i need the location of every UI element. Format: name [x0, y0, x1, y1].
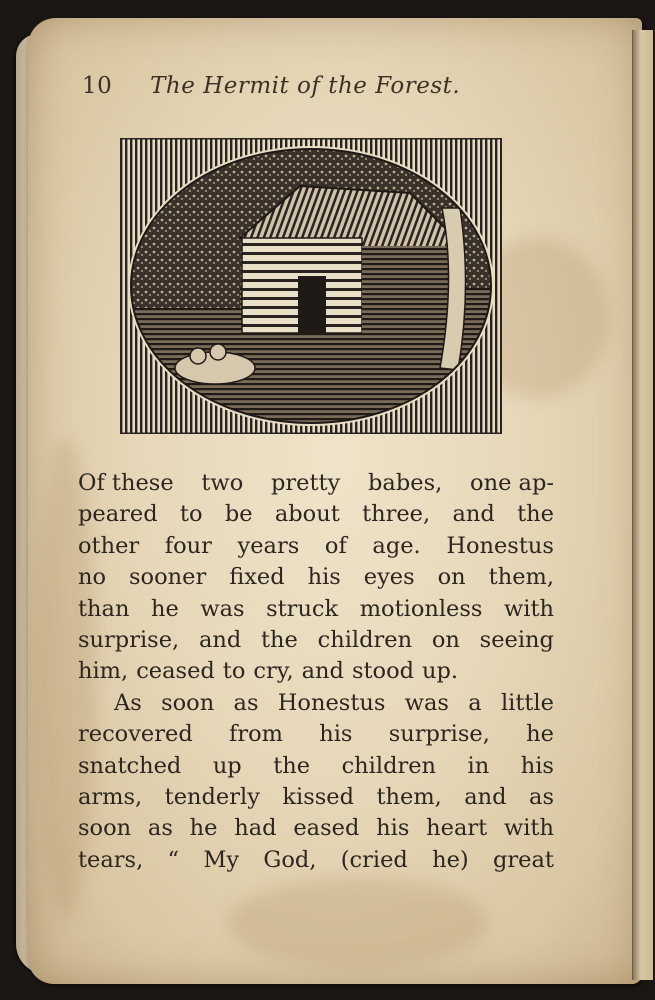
word: he	[526, 721, 554, 748]
word: snatched	[78, 752, 182, 779]
word: was	[404, 689, 449, 716]
text-line	[78, 499, 554, 530]
word: little	[500, 689, 554, 716]
word: the	[517, 501, 554, 528]
word: babes,	[368, 470, 443, 496]
word: tenderly	[164, 783, 260, 810]
word: with	[503, 815, 554, 842]
word: and	[452, 501, 495, 528]
word: he)	[432, 846, 469, 873]
word: than	[78, 595, 130, 622]
word: great	[493, 846, 554, 873]
text-line	[78, 594, 554, 625]
word: age.	[372, 532, 421, 559]
word: years	[237, 532, 300, 559]
word: two	[201, 470, 244, 496]
word: stood	[351, 658, 415, 685]
word: soon	[78, 815, 132, 842]
word: Honestus	[446, 532, 554, 559]
text-line	[78, 468, 554, 499]
word: surprise,	[78, 626, 180, 653]
word: four	[164, 532, 212, 559]
word: and	[301, 658, 344, 685]
word: them,	[376, 783, 442, 810]
word: (cried	[340, 846, 408, 873]
word: as	[529, 783, 554, 810]
word: arms,	[78, 783, 143, 810]
word: no	[78, 564, 107, 591]
word: one ap-	[470, 470, 554, 496]
text-line	[78, 562, 554, 593]
word: he	[189, 815, 218, 842]
word: up.	[422, 658, 459, 685]
word: on	[437, 564, 466, 591]
word: My	[203, 846, 240, 873]
word: them,	[488, 564, 554, 591]
word: a	[468, 689, 482, 716]
text-line	[78, 656, 554, 687]
text-line	[78, 782, 554, 813]
word: his	[319, 721, 353, 748]
woodcut-log-cabin-illustration	[120, 138, 502, 434]
word: eyes	[363, 564, 415, 591]
word: As	[114, 689, 142, 716]
word: fixed	[229, 564, 285, 591]
word: children	[341, 752, 437, 779]
word: his	[520, 752, 554, 779]
word: the	[273, 752, 311, 779]
word: recovered	[78, 721, 193, 748]
word: Honestus	[277, 689, 386, 716]
word: with	[504, 595, 554, 622]
word: pretty	[271, 470, 341, 496]
word: was	[200, 595, 245, 622]
word: surprise,	[388, 721, 490, 748]
word: as	[147, 815, 173, 842]
word: in	[467, 752, 490, 779]
word: about	[274, 501, 340, 528]
word: struck	[266, 595, 339, 622]
word: on	[431, 626, 460, 653]
word: cry,	[253, 658, 294, 685]
word: of	[324, 532, 347, 559]
foxing-stain	[228, 878, 488, 968]
running-head	[82, 73, 460, 99]
word: he	[150, 595, 179, 622]
word: peared	[78, 501, 158, 528]
word: motionless	[359, 595, 483, 622]
text-line	[78, 531, 554, 562]
body-text	[78, 468, 554, 876]
word: children	[317, 626, 413, 653]
word: seeing	[479, 626, 554, 653]
word: from	[229, 721, 283, 748]
word: as	[233, 689, 259, 716]
word: up	[212, 752, 242, 779]
facing-page-edge	[632, 30, 653, 980]
word: three,	[362, 501, 431, 528]
text-line	[78, 719, 554, 750]
word: to	[222, 658, 246, 685]
word: and	[464, 783, 507, 810]
page-number: 10	[82, 73, 113, 99]
word: heart	[426, 815, 488, 842]
word: to	[179, 501, 203, 528]
word: tears,	[78, 846, 144, 873]
word: be	[224, 501, 253, 528]
word: him,	[78, 658, 129, 685]
text-line	[78, 688, 554, 719]
word: his	[307, 564, 341, 591]
word: eased	[293, 815, 360, 842]
text-line	[78, 751, 554, 782]
word: had	[234, 815, 277, 842]
word: sooner	[129, 564, 207, 591]
word: Of these	[78, 470, 174, 496]
text-line	[78, 813, 554, 844]
word: “	[167, 846, 180, 873]
word: kissed	[282, 783, 355, 810]
word: the	[261, 626, 298, 653]
word: other	[78, 532, 140, 559]
word: his	[376, 815, 410, 842]
word: God,	[263, 846, 317, 873]
text-line	[78, 845, 554, 876]
word: ceased	[136, 658, 215, 685]
running-title: The Hermit of the Forest.	[150, 73, 461, 99]
word: and	[198, 626, 242, 653]
text-line	[78, 625, 554, 656]
word: soon	[161, 689, 215, 716]
